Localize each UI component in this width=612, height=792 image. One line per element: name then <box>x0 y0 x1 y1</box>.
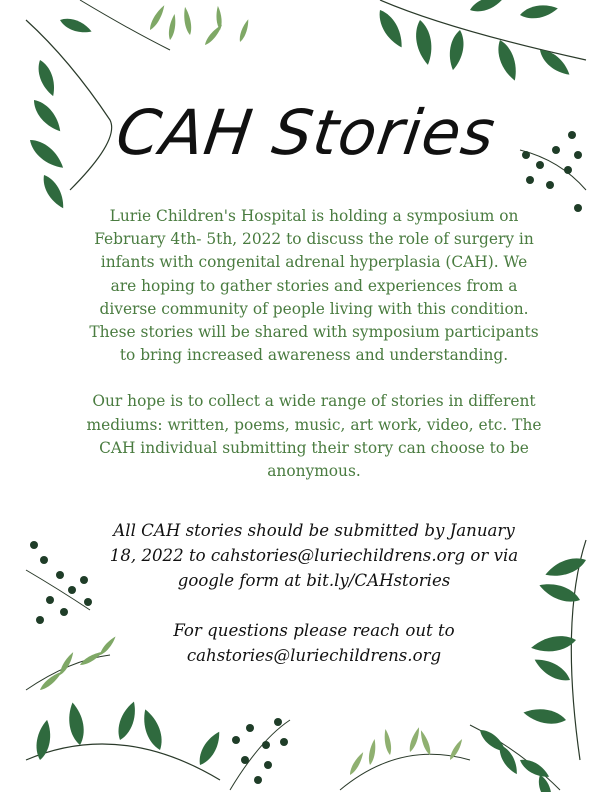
submission-instructions: All CAH stories should be submitted by January 18, 2022 to cahstories@luriechildrens.org or via google form at bit.ly/CAHstories <box>109 521 519 590</box>
questions-contact: For questions please reach out to cahstories@luriechildrens.org <box>173 621 455 665</box>
intro-paragraph-symposium: Lurie Children's Hospital is holding a symposium on February 4th- 5th, 2022 to discuss the role of surgery in infants with congenital adrenal hyperplasia (CAH). We are hoping to gather stories and experiences from a diverse community of people living with this condition. These stories will be shared with symposium participants to bring increased awareness and understanding. <box>89 207 539 365</box>
intro-paragraph-mediums: Our hope is to collect a wide range of stories in different mediums: written, poems, music, art work, video, etc. The CAH individual submitting their story can choose to be anonymous. <box>86 392 542 481</box>
page-title: CAH Stories <box>111 96 501 169</box>
submission-section <box>100 518 528 668</box>
intro-section <box>86 205 542 483</box>
